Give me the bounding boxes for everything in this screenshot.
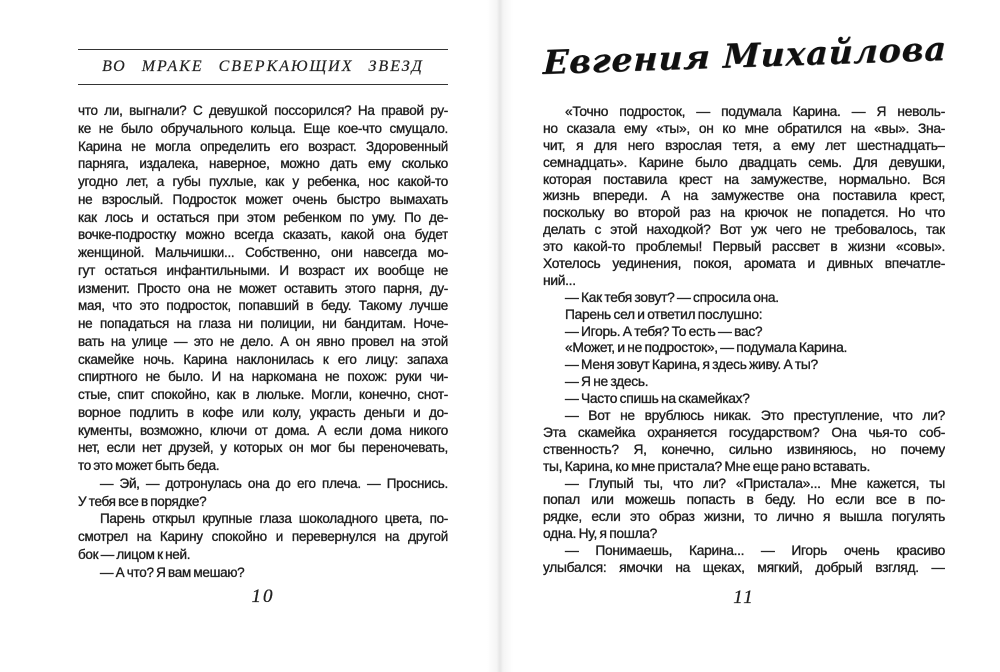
text-line: — Я не здесь. [565,374,649,390]
left-page-body-text [78,102,448,581]
text-line: У тебя все в порядке? [78,493,207,509]
text-line: гут остаться инфантильными. И возраст их вообще не [78,262,448,278]
text-line: — Глупый ты, что ли? «Пристала»... Мне кажется, ты [565,475,945,491]
right-page-body-text [543,104,945,577]
text-line: поскольку во второй раз на крючок не попадется. Но что [543,205,945,221]
text-line: ворное подлить в кофе или колу, украсть деньги и до- [78,404,448,420]
text-line: ственность? Я, конечно, сильно извиняюсь, но почему [543,441,945,457]
header-rule-bottom [78,84,448,85]
text-line: угодно лет, а губы пухлые, как у ребенка, нос какой-то [78,174,448,189]
text-line: не взрослый. Подросток может очень быстро вымахать [78,191,448,207]
page-gutter-shadow [487,0,513,672]
text-line: вать на улице — это не дело. А он явно провел на этой [78,333,448,349]
text-line: «Точно подросток, — подумала Карина. — Я неволь- [565,104,945,119]
text-line: — Эй, — дотронулась она до его плеча. — Проснись. [100,475,448,491]
text-line: — Понимаешь, Карина... — Игорь очень красиво [565,543,945,559]
text-line: но сказала ему «ты», он ко мне обратился на «вы». Зна- [543,120,945,136]
text-line: Парень сел и ответил послушно: [565,306,763,322]
text-line: — Часто спишь на скамейках? [565,391,750,407]
author-signature: Евгения Михайлова [542,28,948,83]
text-line: женщиной. Мальчишки... Собственно, они навсегда мо- [78,245,448,260]
text-line: скамейке ночь. Карина наклонилась к его лицу: запаха [78,351,448,367]
text-line: одна. Ну, я пошла? [543,526,658,542]
text-line: парняга, издалека, наверное, можно дать ему сколько [78,156,448,172]
text-line: жизнь впереди. А на замужестве она поставила крест, [543,188,945,204]
text-line: семнадцать». Карине было двадцать семь. Для девушки, [543,154,945,170]
text-line: Хотелось уединения, покоя, аромата и дивных впечатле- [543,256,945,272]
text-line: мая, что это подросток, попавший в беду. Такому лучше [78,298,448,314]
text-line: ний... [543,272,576,288]
text-line: нет, если нет друзей, у которых он мог бы переночевать, [78,440,448,456]
text-line: Эта скамейка охраняется государством? Она чья-то соб- [543,424,945,440]
right-page [542,0,948,672]
text-line: которая поставила крест на замужестве, нормально. Вся [543,171,945,187]
text-line: что ли, выгнали? С девушкой поссорился? На правой ру- [78,103,448,118]
text-line: ты, Карина, ко мне пристала? Мне еще рано вставать. [543,458,871,474]
text-line: изменит. Просто она не может оставить этого парня, ду- [78,280,448,296]
text-line: то это может быть беда. [78,458,220,473]
left-page-number: 10 [251,586,275,607]
text-line: вочке-подростку можно всегда сказать, какой она будет [78,227,448,243]
text-line: рядке, если это образ жизни, то лично я вышла погулять [543,509,945,525]
text-line: это какой-то проблемы! Первый рассвет в жизни «совы». [543,239,945,255]
text-line: чит, я для него взрослая тетя, а ему лет шестнадцать– [543,137,945,153]
text-line: смотрел на Карину спокойно и перевернулся на другой [78,529,448,544]
text-line: — Вот не врублюсь никак. Это преступление, что ли? [565,408,945,424]
text-line: «Может, и не подросток», — подумала Карина. [565,340,848,356]
text-line: — Игорь. А тебя? То есть — вас? [565,323,763,339]
left-page [78,0,448,672]
text-line: улыбался: ямочки на щеках, мягкий, добрый взгляд. — [543,560,945,576]
text-line: спиртного не было. И на наркомана не похож: руки чи- [78,369,448,385]
text-line: Карина не могла определить его возраст. Здоровенный [78,138,448,154]
running-head [78,49,448,85]
text-line: попал или можешь попасть в беду. Но если все в по- [543,492,945,508]
text-line: стые, спит спокойно, как в люльке. Могли, конечно, снот- [78,387,448,402]
right-page-number: 11 [733,587,755,608]
text-line: Парень открыл крупные глаза шоколадного цвета, по- [100,511,448,527]
text-line: — Как тебя зовут? — спросила она. [565,289,779,305]
text-line: как лось и остаться при этом ребенком по уму. По де- [78,209,448,225]
text-line: кументы, возможно, ключи от дома. А если дома никого [78,422,448,438]
text-line: — Меня зовут Карина, я здесь живу. А ты? [565,357,818,373]
book-title-running-head: ВО МРАКЕ СВЕРКАЮЩИХ ЗВЕЗД [102,58,424,75]
text-line: ке не было обручального кольца. Еще кое-что смущало. [78,120,448,136]
text-line: делать с этой находкой? Вот уж чего не требовалось, так [543,222,945,238]
text-line: бок — лицом к ней. [78,546,191,562]
text-line: не попадаться на глаза ни полиции, ни бандитам. Ноче- [78,316,448,331]
text-line: — А что? Я вам мешаю? [100,564,245,580]
